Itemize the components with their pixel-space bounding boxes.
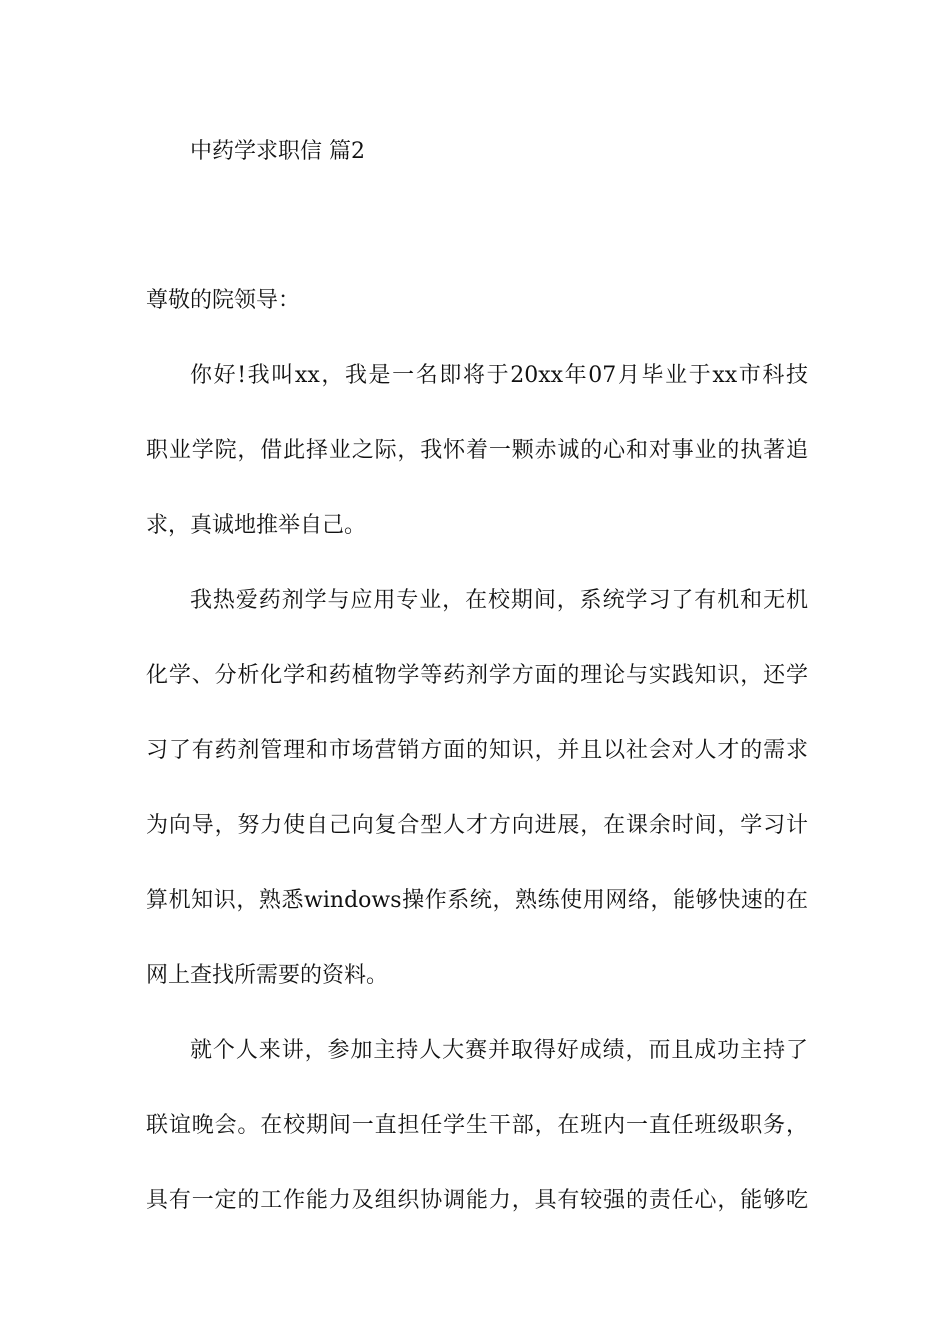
- body-line: 我热爱药剂学与应用专业，在校期间，系统学习了有机和无机: [190, 588, 808, 613]
- salutation: 尊敬的院领导：: [146, 288, 301, 313]
- body-line: 具有一定的工作能力及组织协调能力，具有较强的责任心，能够吃: [146, 1188, 808, 1213]
- body-line: 就个人来讲，参加主持人大赛并取得好成绩，而且成功主持了: [190, 1038, 808, 1063]
- body-line: 算机知识，熟悉windows操作系统，熟练使用网络，能够快速的在: [146, 888, 808, 913]
- body-line: 求，真诚地推举自己。: [146, 513, 367, 538]
- document-title: 中药学求职信 篇2: [190, 139, 365, 164]
- body-line: 你好!我叫xx，我是一名即将于20xx年07月毕业于xx市科技: [190, 363, 808, 388]
- body-line: 职业学院，借此择业之际，我怀着一颗赤诚的心和对事业的执著追: [146, 438, 808, 463]
- body-line: 习了有药剂管理和市场营销方面的知识，并且以社会对人才的需求: [146, 738, 808, 763]
- body-line: 为向导，努力使自己向复合型人才方向进展，在课余时间，学习计: [146, 813, 808, 838]
- body-line: 联谊晚会。在校期间一直担任学生干部，在班内一直任班级职务，: [146, 1113, 808, 1138]
- body-line: 化学、分析化学和药植物学等药剂学方面的理论与实践知识，还学: [146, 663, 808, 688]
- body-line: 网上查找所需要的资料。: [146, 963, 389, 988]
